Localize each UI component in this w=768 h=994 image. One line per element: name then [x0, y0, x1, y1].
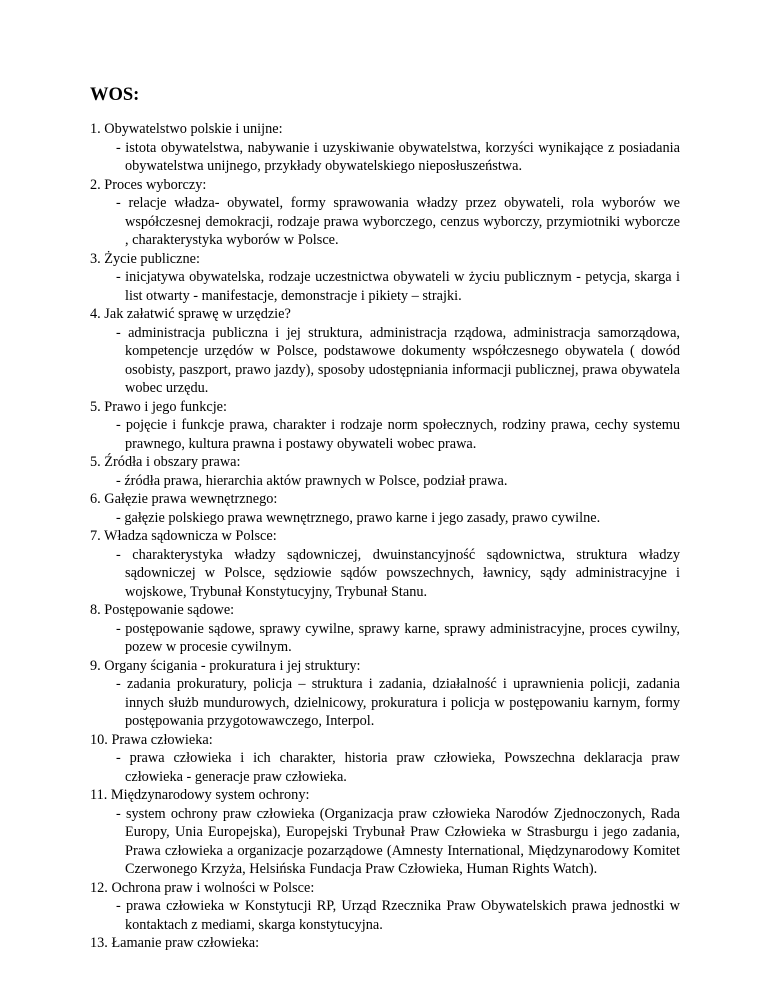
topic-description: - prawa człowieka i ich charakter, historia praw człowieka, Powszechna deklaracja praw człowieka - generacje praw człowieka. [116, 750, 680, 785]
topic-item [90, 120, 680, 176]
topic-heading: 5. Prawo i jego funkcje: [90, 398, 227, 415]
topic-heading: 5. Źródła i obszary prawa: [90, 454, 241, 470]
topic-item [90, 176, 680, 250]
topic-item [90, 879, 680, 935]
topic-description: - administracja publiczna i jej struktura, administracja rządowa, administracja samorządowa, kompetencje urzędów w Polsce, podstawowe dokumenty współczesnego obywatela ( dowód osobisty, paszport, prawo jazdy), sposoby udostępniania informacji publicznej, prawa obywatela wobec urzędu. [116, 324, 680, 396]
topic-item [90, 601, 680, 657]
topic-description: - charakterystyka władzy sądowniczej, dwuinstancyjność sądownictwa, struktura władzy sądowniczej w Polsce, sędziowie sądów powszechnych, ławnicy, sądy administracyjne i wojskowe, Trybunał Konstytucyjny, Trybunał Stanu. [116, 546, 680, 600]
topic-heading: 11. Międzynarodowy system ochrony: [90, 787, 310, 803]
document-title: WOS: [90, 85, 140, 105]
topic-description: - źródła prawa, hierarchia aktów prawnych w Polsce, podział prawa. [116, 472, 508, 489]
topic-description: - relacje władza- obywatel, formy sprawowania władzy przez obywateli, rola wyborów we współczesnej demokracji, rodzaje prawa wyborczego, cenzus wyborczy, przymiotniki wyborcze , charakterystyka wyborów w Polsce. [116, 195, 680, 248]
topic-list [90, 120, 680, 953]
topic-description: - istota obywatelstwa, nabywanie i uzyskiwanie obywatelstwa, korzyści wynikające z posiadania obywatelstwa unijnego, przykłady obywatelskiego nieposłuszeństwa. [116, 139, 680, 174]
topic-heading: 1. Obywatelstwo polskie i unijne: [90, 121, 283, 137]
topic-heading: 7. Władza sądownicza w Polsce: [90, 528, 277, 544]
topic-item [90, 250, 680, 306]
topic-heading: 4. Jak załatwić sprawę w urzędzie? [90, 306, 291, 322]
topic-heading: 9. Organy ścigania - prokuratura i jej struktury: [90, 657, 361, 674]
topic-description: - system ochrony praw człowieka (Organizacja praw człowieka Narodów Zjednoczonych, Rada Europy, Unia Europejska), Europejski Trybunał Praw Człowieka w Strasburgu i jego zadania, Prawa człowieka a organizacje pozarządowe (Amnesty International, Międzynarodowy Komitet Czerwonego Krzyża, Helsińska Fundacja Praw Człowieka, Human Rights Watch). [116, 805, 680, 877]
topic-description: - gałęzie polskiego prawa wewnętrznego, prawo karne i jego zasady, prawo cywilne. [116, 509, 601, 526]
topic-description: - prawa człowieka w Konstytucji RP, Urząd Rzecznika Praw Obywatelskich prawa jednostki w kontaktach z mediami, skarga konstytucyjna. [116, 898, 680, 933]
topic-item [90, 657, 680, 731]
topic-heading: 12. Ochrona praw i wolności w Polsce: [90, 879, 315, 896]
topic-description: - pojęcie i funkcje prawa, charakter i rodzaje norm społecznych, rodziny prawa, cechy systemu prawnego, kultura prawna i postawy obywateli wobec prawa. [116, 417, 680, 452]
topic-item [90, 934, 680, 953]
topic-item [90, 786, 680, 879]
topic-description: - zadania prokuratury, policja – struktura i zadania, działalność i uprawnienia policji, zadania innych służb mundurowych, dzielnicowy, prokuratura i policja w postępowaniu karnym, formy postępowania przygotowawczego, Interpol. [116, 676, 680, 729]
topic-heading: 6. Gałęzie prawa wewnętrznego: [90, 491, 278, 507]
topic-heading: 13. Łamanie praw człowieka: [90, 935, 260, 951]
topic-heading: 8. Postępowanie sądowe: [90, 602, 235, 618]
topic-heading: 10. Prawa człowieka: [90, 731, 213, 748]
topic-item [90, 305, 680, 398]
topic-item [90, 453, 680, 490]
topic-item [90, 398, 680, 454]
topic-item [90, 490, 680, 527]
topic-item [90, 527, 680, 601]
topic-heading: 3. Życie publiczne: [90, 250, 200, 267]
topic-item [90, 731, 680, 787]
topic-heading: 2. Proces wyborczy: [90, 176, 207, 193]
topic-description: - inicjatywa obywatelska, rodzaje uczestnictwa obywateli w życiu publicznym - petycja, skarga i list otwarty - manifestacje, demonstracje i pikiety – strajki. [116, 269, 680, 304]
topic-description: - postępowanie sądowe, sprawy cywilne, sprawy karne, sprawy administracyjne, proces cywilny, pozew w procesie cywilnym. [116, 620, 680, 655]
